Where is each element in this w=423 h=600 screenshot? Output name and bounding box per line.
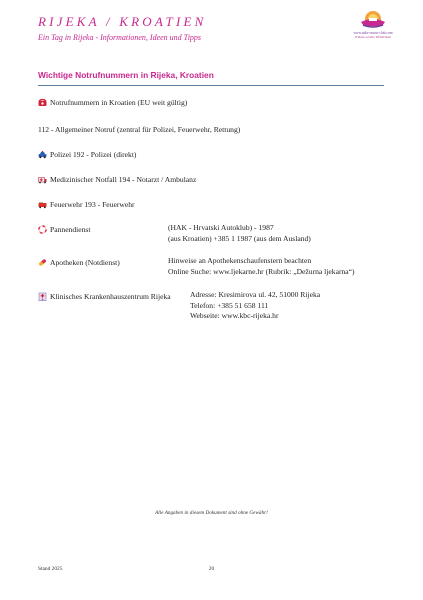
hospital-label: Klinisches Krankenhauszentrum Rijeka (50, 292, 171, 301)
ambulance-icon (38, 175, 47, 184)
hospital-address: Adresse: Kresimirova ul. 42, 51000 Rijeka (190, 290, 321, 299)
fire-row (38, 200, 135, 209)
section-title: Wichtige Notrufnummern in Rijeka, Kroatien (38, 70, 214, 80)
breakdown-details (168, 223, 311, 244)
general-emergency-row (38, 125, 240, 134)
police-row (38, 150, 136, 159)
breakdown-label: Pannendienst (50, 225, 91, 234)
hospital-phone: Telefon: +385 51 658 111 (190, 300, 269, 310)
breakdown-row (38, 225, 91, 234)
medical-row (38, 175, 196, 184)
fire-label: Feuerwehr 193 - Feuerwehr (50, 200, 135, 209)
footer-stand: Stand 2025 (38, 566, 63, 572)
pill-icon (38, 258, 47, 267)
general-emergency-label: 112 - Allgemeiner Notruf (zentral für Polizei, Feuerwehr, Rettung) (38, 125, 241, 134)
pharmacy-line-2: Online Suche: www.ljekarne.hr (Rubrik: „Dežurna ljekarna“) (168, 266, 355, 276)
pharmacy-row (38, 258, 120, 267)
document-subtitle: Ein Tag in Rijeka - Informationen, Ideen und Tipps (38, 33, 202, 42)
breakdown-line-2: (aus Kroatien) +385 1 1987 (aus dem Ausland) (168, 233, 311, 243)
pharmacy-label: Apotheken (Notdienst) (50, 258, 120, 267)
logo-slogan: Träume werden Wirklichkeit (355, 35, 391, 39)
telephone-icon (38, 98, 47, 107)
police-label: Polizei 192 - Polizei (direkt) (50, 150, 137, 159)
ship-logo-icon (358, 10, 388, 30)
police-car-icon (38, 150, 47, 159)
disclaimer: Alle Angaben in diesem Dokument sind ohne Gewähr! (155, 510, 268, 516)
pharmacy-line-1: Hinweise an Apothekenschaufenstern beachten (168, 256, 312, 265)
document-title: RIJEKA / KROATIEN (38, 14, 207, 29)
eu-emergency-row (38, 98, 187, 107)
page-number: 20 (208, 566, 215, 572)
lifebuoy-icon (38, 225, 47, 234)
logo-url: www.aida-ceuise-club.com (353, 31, 393, 35)
hospital-website: Webseite: www.kbc-rijeka.hr (190, 311, 279, 320)
hospital-icon (38, 292, 47, 301)
pharmacy-details (168, 256, 355, 277)
club-logo (348, 10, 398, 39)
fire-truck-icon (38, 200, 47, 209)
hospital-details (190, 290, 320, 322)
section-divider (38, 85, 384, 86)
eu-emergency-label: Notrufnummern in Kroatien (EU weit gültig) (50, 98, 188, 107)
medical-label: Medizinischer Notfall 194 - Notarzt / Ambulanz (50, 175, 197, 184)
breakdown-line-1: (HAK - Hrvatski Autoklub) - 1987 (168, 223, 274, 232)
hospital-row (38, 292, 171, 301)
